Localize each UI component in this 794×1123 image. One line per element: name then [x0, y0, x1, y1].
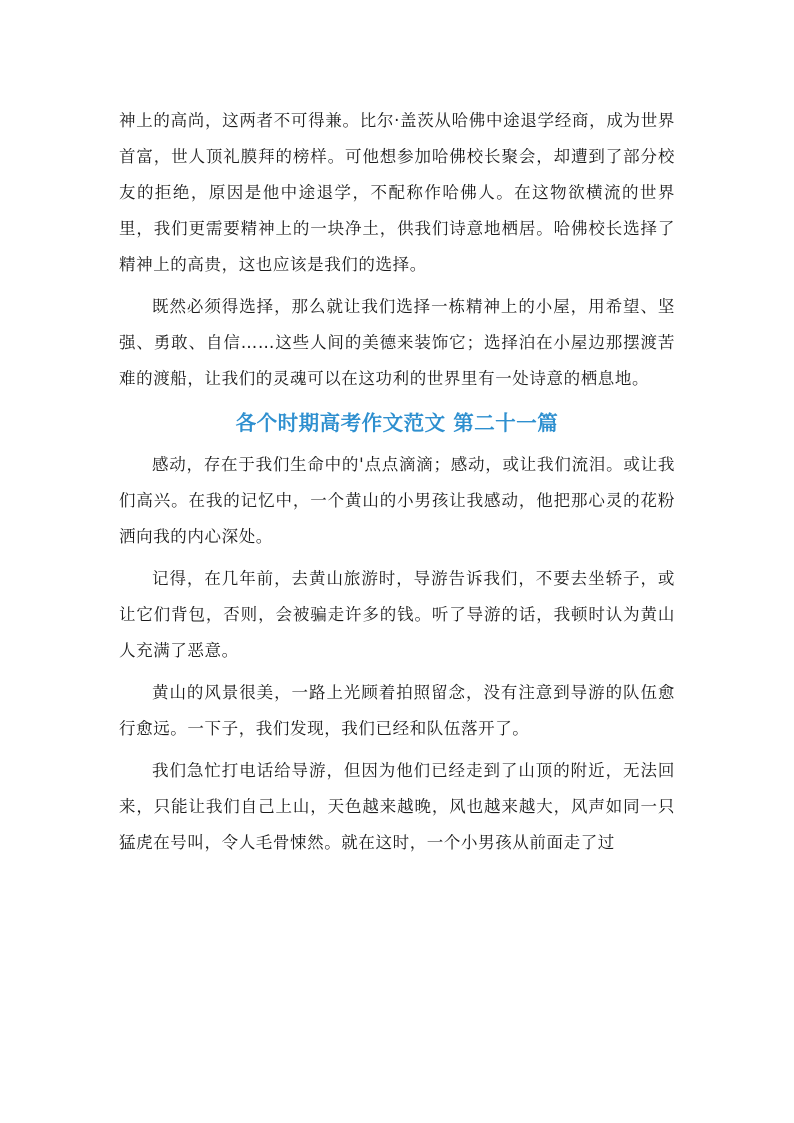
document-body — [119, 103, 675, 867]
paragraph-lost: 我们急忙打电话给导游，但因为他们已经走到了山顶的附近，无法回来，只能让我们自己上山，天色越来越晚，风也越来越大，风声如同一只猛虎在号叫，令人毛骨悚然。就在这时，一个小男孩从前面走了过 — [119, 761, 675, 852]
paragraph-memory: 记得，在几年前，去黄山旅游时，导游告诉我们，不要去坐轿子，或让它们背包，否则，会被骗走许多的钱。听了导游的话，我顿时认为黄山人充满了恶意。 — [119, 569, 675, 660]
paragraph-continuation: 神上的高尚，这两者不可得兼。比尔·盖茨从哈佛中途退学经商，成为世界首富，世人顶礼膜拜的榜样。可他想参加哈佛校长聚会，却遭到了部分校友的拒绝，原因是他中途退学，不配称作哈佛人。在这物欲横流的世界里，我们更需要精神上的一块净土，供我们诗意地栖居。哈佛校长选择了精神上的高贵，这也应该是我们的选择。 — [119, 111, 675, 274]
section-heading: 各个时期高考作文范文 第二十一篇 — [235, 411, 559, 435]
paragraph-intro: 感动，存在于我们生命中的'点点滴滴；感动，或让我们流泪。或让我们高兴。在我的记忆中，一个黄山的小男孩让我感动，他把那心灵的花粉洒向我的内心深处。 — [119, 455, 675, 546]
paragraph-scenery: 黄山的风景很美，一路上光顾着拍照留念，没有注意到导游的队伍愈行愈远。一下子，我们发现，我们已经和队伍落开了。 — [119, 683, 675, 738]
paragraph-conclusion: 既然必须得选择，那么就让我们选择一栋精神上的小屋，用希望、坚强、勇敢、自信……这些人间的美德来装饰它；选择泊在小屋边那摆渡苦难的渡船，让我们的灵魂可以在这功利的世界里有一处诗意的栖息地。 — [119, 297, 675, 388]
